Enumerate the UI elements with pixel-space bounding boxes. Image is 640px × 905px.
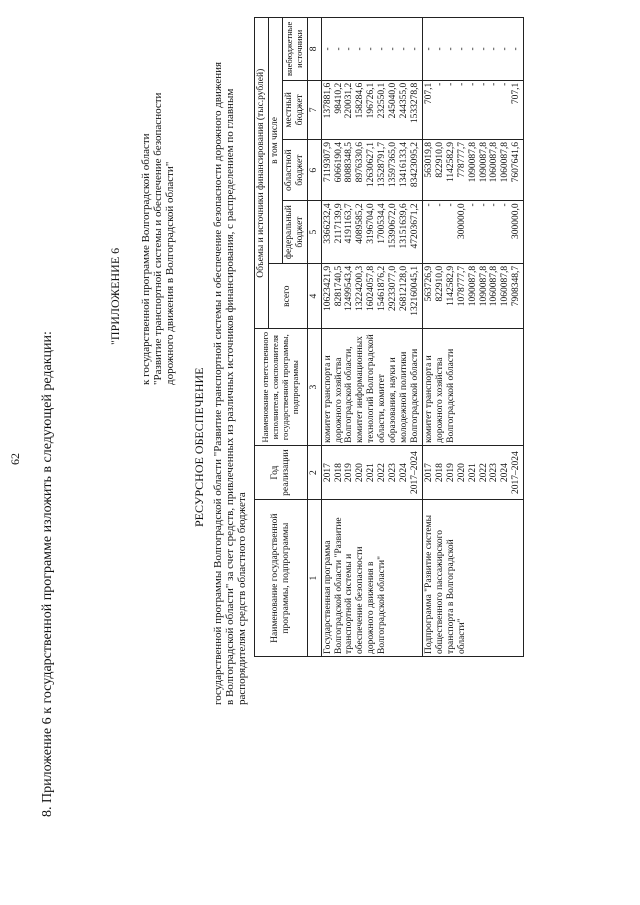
cell-value: 8281740,5 [333,265,344,307]
cell-value: 1060087,8 [500,141,511,183]
document-title: РЕСУРСНОЕ ОБЕСПЕЧЕНИЕ [192,367,206,527]
cell-value: - [456,47,467,51]
cell-value: 2024 [399,463,410,483]
cell-value: 6066190,4 [333,141,344,183]
cell-value: - [366,47,377,51]
cell-value: 2021 [467,463,478,483]
cell-value: 137881,6 [322,82,333,119]
federal-cell [321,201,422,263]
cell-value: - [478,47,489,51]
cell-value: 132160045,1 [409,265,420,316]
cell-value: 7908348,7 [511,265,522,307]
cell-value: - [500,47,511,51]
cell-value: 2020 [456,463,467,483]
cell-value: 2017–2024 [409,451,420,494]
extra-cell [422,18,523,81]
cell-value: 300000,0 [456,203,467,239]
cell-value: 244355,0 [399,82,410,119]
total-cell [422,263,523,329]
intro-line-3: распорядителям средств областного бюджета [236,492,248,705]
cell-value: 8088348,5 [344,141,355,183]
cell-value: - [344,47,355,51]
cell-value: - [467,203,478,207]
cell-value: 7607641,6 [511,141,522,183]
cell-value: - [388,47,399,51]
header-name: Наименование государственной программы, подпрограммы [255,500,308,657]
regional-cell [422,139,523,200]
cell-value: 83423095,2 [409,141,420,188]
cell-value: - [434,82,445,86]
cell-value: 3366232,4 [322,203,333,244]
cell-value: 47203671,2 [409,203,420,249]
cell-value: - [445,47,456,51]
col-num: 8 [307,18,321,81]
cell-value: 2021 [366,463,377,483]
cell-value: 13151639,6 [399,203,410,249]
cell-value: 158284,6 [355,82,366,119]
header-local: местный бюджет [282,80,307,139]
cell-value: 2022 [377,463,388,483]
header-federal: федеральный бюджет [282,201,307,263]
local-cell [321,80,422,139]
regional-cell [321,139,422,200]
cell-value: 563726,9 [423,265,434,302]
cell-value: - [333,47,344,51]
cell-value: 3196704,0 [366,203,377,244]
cell-value: - [467,82,478,86]
col-num: 6 [307,139,321,200]
cell-value: 822910,0 [434,141,445,178]
intro-line-1: государственной программы Волгоградской области "Развитие транспортной системы и обеспечение безопасности дорожного движения [212,61,224,705]
col-num: 4 [307,263,321,329]
cell-value: 2019 [445,463,456,483]
cell-value: 15461876,2 [377,265,388,311]
cell-value: 2023 [388,463,399,483]
cell-value: 4191163,7 [344,203,355,244]
federal-cell [422,201,523,263]
cell-value: - [423,203,434,207]
col-num: 3 [307,329,321,445]
cell-value: 10623421,9 [322,265,333,311]
total-cell [321,263,422,329]
col-num: 2 [307,445,321,499]
program-name-cell: Подпрограмма "Развитие системы общественного пассажирского транспорта в Волгоградской области" [422,500,523,657]
year-cell [321,445,422,499]
cell-value: - [500,203,511,207]
cell-value: 778777,7 [456,141,467,178]
cell-value: 2024 [500,463,511,483]
cell-value: - [467,47,478,51]
cell-value: 1060087,8 [500,265,511,307]
subprogram-block [422,18,523,657]
cell-value: 26812128,0 [399,265,410,311]
cell-value: 1090087,8 [478,141,489,183]
executor-cell: комитет транспорта и дорожного хозяйства Волгоградской области, комитет информационных технологий Волгоградской области, комитет образования, науки и молодежной политики Волгоградской области [321,329,422,445]
cell-value: - [489,82,500,86]
header-total: всего [268,263,307,329]
col-num: 1 [307,500,321,657]
cell-value: - [377,47,388,51]
cell-value: 13528791,7 [377,141,388,188]
cell-value: 2018 [333,463,344,483]
cell-value: - [478,203,489,207]
cell-value: 2023 [489,463,500,483]
table-row [321,18,422,657]
cell-value: 2117139,9 [333,203,344,244]
cell-value: 1060087,8 [489,265,500,307]
cell-value: 1078777,7 [456,265,467,307]
header-extra: внебюджетные источники [282,18,307,81]
cell-value: - [489,47,500,51]
cell-value: 12630627,1 [366,141,377,188]
cell-value: - [434,47,445,51]
cell-value: - [445,203,456,207]
cell-value: 2018 [434,463,445,483]
extra-cell [321,18,422,81]
cell-value: 1090087,8 [478,265,489,307]
cell-value: 2017–2024 [511,451,522,494]
cell-value: 2019 [344,463,355,483]
cell-value: 245040,0 [388,82,399,119]
cell-value: - [322,47,333,51]
col-num: 5 [307,201,321,263]
cell-value: 15390672,0 [388,203,399,249]
cell-value: 1700534,4 [377,203,388,244]
cell-value: 7119307,9 [322,141,333,183]
executor-cell: комитет транспорта и дорожного хозяйства Волгоградской области [422,329,523,445]
header-executor: Наименование ответственного исполнителя, соисполнителя государственной программы, подпрограммы [255,329,308,445]
resource-table [254,17,524,657]
cell-value: 13416133,4 [399,141,410,188]
cell-value: 220031,2 [344,82,355,119]
column-numbers-row [307,18,321,657]
year-cell [422,445,523,499]
cell-value: 707,1 [423,82,434,105]
cell-value: 300000,0 [511,203,522,239]
cell-value: 563019,8 [423,141,434,178]
section-heading: 8. Приложение 6 к государственной программе изложить в следующей редакции: [40,331,55,817]
cell-value: 1060087,8 [489,141,500,183]
cell-value: 196726,1 [366,82,377,119]
header-year: Год реализации [255,445,308,499]
cell-value: 1533278,8 [409,82,420,124]
cell-value: 1142582,9 [445,141,456,183]
local-cell [422,80,523,139]
cell-value: - [409,47,420,51]
cell-value: - [511,47,522,51]
cell-value: 2022 [478,463,489,483]
cell-value: - [489,203,500,207]
program-block [321,18,422,657]
cell-value: 1090087,8 [467,265,478,307]
cell-value: 13597365,0 [388,141,399,188]
appendix-line-2: "Развитие транспортной системы и обеспечение безопасности [152,92,164,385]
header-including: в том числе [268,18,282,264]
cell-value: - [355,47,366,51]
header-regional: областной бюджет [282,139,307,200]
cell-value: 13224200,3 [355,265,366,311]
appendix-line-3: дорожного движения в Волгоградской области" [164,161,176,385]
cell-value: 1142582,9 [445,265,456,306]
cell-value: 8976330,6 [355,141,366,183]
cell-value: - [500,82,511,86]
cell-value: 2020 [355,463,366,483]
cell-value: 1090087,8 [467,141,478,183]
cell-value: - [456,82,467,86]
cell-value: 2017 [423,463,434,483]
cell-value: 98410,2 [333,82,344,114]
cell-value: - [399,47,410,51]
cell-value: 4089585,2 [355,203,366,244]
cell-value: - [445,82,456,86]
program-name-cell: Государственная программа Волгоградской области "Развитие транспортной системы и обеспечение безопасности дорожного движения в Волгоградской области" [321,500,422,657]
cell-value: 232550,1 [377,82,388,119]
cell-value: 29233077,0 [388,265,399,311]
cell-value: - [478,82,489,86]
appendix-title: "ПРИЛОЖЕНИЕ 6 [108,247,122,345]
page-number: 62 [8,453,22,465]
cell-value: 707,1 [511,82,522,105]
intro-line-2: в Волгоградской области" за счет средств, привлеченных из различных источников финансирования, с распределением по главным [224,88,236,705]
cell-value: 822910,0 [434,265,445,302]
cell-value: 2017 [322,463,333,483]
cell-value: - [434,203,445,207]
header-volumes: Объемы и источники финансирования (тыс.рублей) [255,18,269,329]
table-row [422,18,523,657]
cell-value: 16024057,8 [366,265,377,311]
col-num: 7 [307,80,321,139]
cell-value: 12499543,4 [344,265,355,311]
cell-value: - [423,47,434,51]
appendix-line-1: к государственной программе Волгоградской области [140,133,152,385]
